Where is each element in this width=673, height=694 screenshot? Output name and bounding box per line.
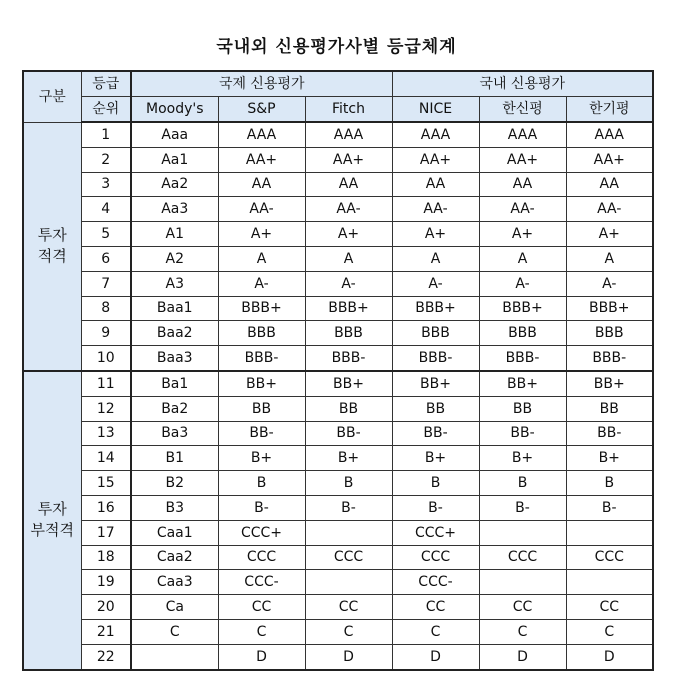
rating-cell-nice: BBB+ <box>392 296 479 321</box>
rating-cell-moodys: Aaa <box>131 122 218 147</box>
rating-cell-sp: BBB+ <box>218 296 305 321</box>
rating-cell-fitch: B <box>305 471 392 496</box>
rating-cell-moodys: A2 <box>131 246 218 271</box>
rating-cell-sp: C <box>218 619 305 644</box>
rating-cell-kis: BB <box>479 396 566 421</box>
rating-cell-nice: CCC <box>392 545 479 570</box>
rating-cell-fitch: BBB <box>305 321 392 346</box>
rank-cell: 21 <box>81 619 131 644</box>
rating-cell-fitch: CCC <box>305 545 392 570</box>
rating-cell-fitch: BBB+ <box>305 296 392 321</box>
rating-cell-nice: BB- <box>392 421 479 446</box>
rating-cell-nice: AA- <box>392 197 479 222</box>
rating-cell-kis: BBB- <box>479 346 566 371</box>
table-row <box>23 296 653 321</box>
domestic-group-header: 국내 신용평가 <box>392 71 653 97</box>
rating-cell-kis: C <box>479 619 566 644</box>
rank-cell: 13 <box>81 421 131 446</box>
rating-cell-fitch: B+ <box>305 446 392 471</box>
rank-cell: 11 <box>81 371 131 396</box>
rating-cell-kis: BB- <box>479 421 566 446</box>
rank-cell: 16 <box>81 495 131 520</box>
rating-cell-kr: BBB <box>566 321 653 346</box>
rating-cell-moodys: B2 <box>131 471 218 496</box>
rank-cell: 1 <box>81 122 131 147</box>
rank-header-line1: 등급 <box>81 71 131 97</box>
rating-cell-kr: CC <box>566 595 653 620</box>
rating-cell-nice: A+ <box>392 222 479 247</box>
rating-cell-kis: D <box>479 644 566 669</box>
rating-cell-kis: AAA <box>479 122 566 147</box>
rank-cell: 14 <box>81 446 131 471</box>
rank-cell: 4 <box>81 197 131 222</box>
rating-cell-nice: CCC- <box>392 570 479 595</box>
rating-cell-nice: BB+ <box>392 371 479 396</box>
agency-header-moodys: Moody's <box>131 97 218 123</box>
rating-cell-moodys: Aa1 <box>131 147 218 172</box>
rating-cell-fitch: A+ <box>305 222 392 247</box>
table-row <box>23 619 653 644</box>
table-row <box>23 271 653 296</box>
rating-cell-kis: BBB+ <box>479 296 566 321</box>
rank-cell: 3 <box>81 172 131 197</box>
rank-cell: 19 <box>81 570 131 595</box>
rating-cell-sp: B+ <box>218 446 305 471</box>
rating-cell-moodys: A1 <box>131 222 218 247</box>
rating-cell-sp: CCC- <box>218 570 305 595</box>
table-row <box>23 222 653 247</box>
rating-cell-fitch <box>305 570 392 595</box>
rating-cell-nice: C <box>392 619 479 644</box>
section-speculative-grade <box>23 371 81 670</box>
table-row <box>23 421 653 446</box>
rating-cell-sp: A <box>218 246 305 271</box>
rating-cell-moodys: Aa3 <box>131 197 218 222</box>
rating-cell-kr: AAA <box>566 122 653 147</box>
rating-cell-kis <box>479 520 566 545</box>
agency-header-kr: 한기평 <box>566 97 653 123</box>
rating-cell-kr: A- <box>566 271 653 296</box>
rating-cell-kr: BBB+ <box>566 296 653 321</box>
rating-cell-kr: A+ <box>566 222 653 247</box>
rank-cell: 20 <box>81 595 131 620</box>
rating-cell-nice: BB <box>392 396 479 421</box>
rating-cell-fitch: B- <box>305 495 392 520</box>
rating-cell-nice: CC <box>392 595 479 620</box>
rating-cell-nice: A- <box>392 271 479 296</box>
rating-cell-moodys: Caa3 <box>131 570 218 595</box>
rating-cell-kis: BBB <box>479 321 566 346</box>
rating-cell-fitch <box>305 520 392 545</box>
table-row <box>23 495 653 520</box>
rating-cell-nice: A <box>392 246 479 271</box>
rank-cell: 2 <box>81 147 131 172</box>
rating-cell-kr: A <box>566 246 653 271</box>
rating-cell-moodys: Ca <box>131 595 218 620</box>
rating-cell-kr <box>566 520 653 545</box>
rating-cell-fitch: D <box>305 644 392 669</box>
agency-header-sp: S&P <box>218 97 305 123</box>
rank-cell: 22 <box>81 644 131 669</box>
rating-cell-kr: AA- <box>566 197 653 222</box>
table-row <box>23 321 653 346</box>
rating-cell-fitch: C <box>305 619 392 644</box>
page-title: 국내외 신용평가사별 등급체계 <box>216 37 457 57</box>
rating-cell-fitch: AAA <box>305 122 392 147</box>
rating-cell-kr: BB <box>566 396 653 421</box>
table-row <box>23 644 653 669</box>
rating-cell-sp: CCC+ <box>218 520 305 545</box>
rating-cell-moodys: Aa2 <box>131 172 218 197</box>
rating-cell-sp: BB- <box>218 421 305 446</box>
rating-cell-moodys: Ba3 <box>131 421 218 446</box>
rating-cell-nice: BBB <box>392 321 479 346</box>
rating-cell-kr: B <box>566 471 653 496</box>
rating-cell-fitch: BB- <box>305 421 392 446</box>
rating-cell-fitch: BBB- <box>305 346 392 371</box>
header-row-groups <box>23 71 653 97</box>
rank-cell: 10 <box>81 346 131 371</box>
rating-cell-sp: AA <box>218 172 305 197</box>
rating-cell-nice: B+ <box>392 446 479 471</box>
agency-header-kis: 한신평 <box>479 97 566 123</box>
rating-cell-moodys: Caa1 <box>131 520 218 545</box>
rating-cell-sp: CC <box>218 595 305 620</box>
rating-cell-moodys: B3 <box>131 495 218 520</box>
rating-cell-kis: AA- <box>479 197 566 222</box>
table-row <box>23 246 653 271</box>
header-row-agencies <box>23 97 653 123</box>
rating-cell-sp: BBB- <box>218 346 305 371</box>
rating-cell-moodys: Caa2 <box>131 545 218 570</box>
category-header: 구분 <box>23 71 81 122</box>
rating-cell-moodys: Baa1 <box>131 296 218 321</box>
rating-cell-fitch: CC <box>305 595 392 620</box>
section-label-line1: 투자 <box>37 500 67 519</box>
rank-cell: 15 <box>81 471 131 496</box>
table-row <box>23 346 653 371</box>
table-row <box>23 172 653 197</box>
rank-cell: 18 <box>81 545 131 570</box>
table-row <box>23 197 653 222</box>
rating-cell-kr <box>566 570 653 595</box>
rank-cell: 17 <box>81 520 131 545</box>
rating-cell-nice: AA+ <box>392 147 479 172</box>
table-row <box>23 471 653 496</box>
rating-cell-fitch: A <box>305 246 392 271</box>
table-row <box>23 520 653 545</box>
rating-cell-moodys: B1 <box>131 446 218 471</box>
rating-cell-moodys <box>131 644 218 669</box>
table-row <box>23 396 653 421</box>
rating-cell-moodys: A3 <box>131 271 218 296</box>
rating-cell-nice: AAA <box>392 122 479 147</box>
rating-cell-sp: B <box>218 471 305 496</box>
rating-cell-kis: B- <box>479 495 566 520</box>
table-row <box>23 122 653 147</box>
rating-cell-sp: A- <box>218 271 305 296</box>
rating-cell-nice: B <box>392 471 479 496</box>
rank-cell: 7 <box>81 271 131 296</box>
rating-cell-fitch: BB <box>305 396 392 421</box>
rating-cell-kis: A <box>479 246 566 271</box>
rating-cell-kr: AA <box>566 172 653 197</box>
table-row <box>23 147 653 172</box>
rank-cell: 6 <box>81 246 131 271</box>
rating-cell-fitch: A- <box>305 271 392 296</box>
rating-cell-kis: B+ <box>479 446 566 471</box>
rank-cell: 8 <box>81 296 131 321</box>
rating-cell-kr: BB+ <box>566 371 653 396</box>
rating-cell-kis: A- <box>479 271 566 296</box>
rating-cell-kr: C <box>566 619 653 644</box>
rating-table <box>22 70 654 671</box>
rating-cell-sp: B- <box>218 495 305 520</box>
rating-cell-nice: CCC+ <box>392 520 479 545</box>
rating-cell-kis: CC <box>479 595 566 620</box>
rating-cell-kis: CCC <box>479 545 566 570</box>
rating-cell-sp: AA+ <box>218 147 305 172</box>
rating-cell-kis: AA <box>479 172 566 197</box>
rating-cell-sp: D <box>218 644 305 669</box>
table-row <box>23 446 653 471</box>
rating-cell-sp: A+ <box>218 222 305 247</box>
table-row <box>23 545 653 570</box>
table-row <box>23 570 653 595</box>
rating-cell-kis: BB+ <box>479 371 566 396</box>
rating-cell-kr: BB- <box>566 421 653 446</box>
rating-cell-nice: BBB- <box>392 346 479 371</box>
rank-header-line2: 순위 <box>81 97 131 123</box>
rating-cell-kr: B- <box>566 495 653 520</box>
rating-cell-kr: B+ <box>566 446 653 471</box>
rating-cell-nice: AA <box>392 172 479 197</box>
rating-cell-sp: BBB <box>218 321 305 346</box>
rating-cell-kr: D <box>566 644 653 669</box>
agency-header-fitch: Fitch <box>305 97 392 123</box>
rating-cell-kr: AA+ <box>566 147 653 172</box>
rating-cell-fitch: AA+ <box>305 147 392 172</box>
section-label-line2: 적격 <box>37 247 67 266</box>
rating-cell-sp: BB <box>218 396 305 421</box>
rating-cell-moodys: Baa3 <box>131 346 218 371</box>
rating-cell-sp: AA- <box>218 197 305 222</box>
rating-cell-nice: B- <box>392 495 479 520</box>
section-investment-grade <box>23 122 81 371</box>
section-label-line1: 투자 <box>37 226 67 245</box>
table-row <box>23 595 653 620</box>
rating-cell-moodys: C <box>131 619 218 644</box>
rating-cell-moodys: Ba2 <box>131 396 218 421</box>
agency-header-nice: NICE <box>392 97 479 123</box>
table-row <box>23 371 653 396</box>
rating-cell-nice: D <box>392 644 479 669</box>
rating-cell-fitch: BB+ <box>305 371 392 396</box>
rating-cell-sp: AAA <box>218 122 305 147</box>
rank-cell: 12 <box>81 396 131 421</box>
rating-cell-sp: BB+ <box>218 371 305 396</box>
rating-cell-fitch: AA <box>305 172 392 197</box>
rating-cell-moodys: Ba1 <box>131 371 218 396</box>
international-group-header: 국제 신용평가 <box>131 71 392 97</box>
rating-cell-kr: CCC <box>566 545 653 570</box>
section-label-line2: 부적격 <box>30 521 74 540</box>
rank-cell: 9 <box>81 321 131 346</box>
rating-cell-kis: AA+ <box>479 147 566 172</box>
rating-cell-moodys: Baa2 <box>131 321 218 346</box>
rating-cell-kis: A+ <box>479 222 566 247</box>
rating-cell-sp: CCC <box>218 545 305 570</box>
rating-cell-kis <box>479 570 566 595</box>
rating-cell-kis: B <box>479 471 566 496</box>
rating-cell-fitch: AA- <box>305 197 392 222</box>
rating-cell-kr: BBB- <box>566 346 653 371</box>
rank-cell: 5 <box>81 222 131 247</box>
